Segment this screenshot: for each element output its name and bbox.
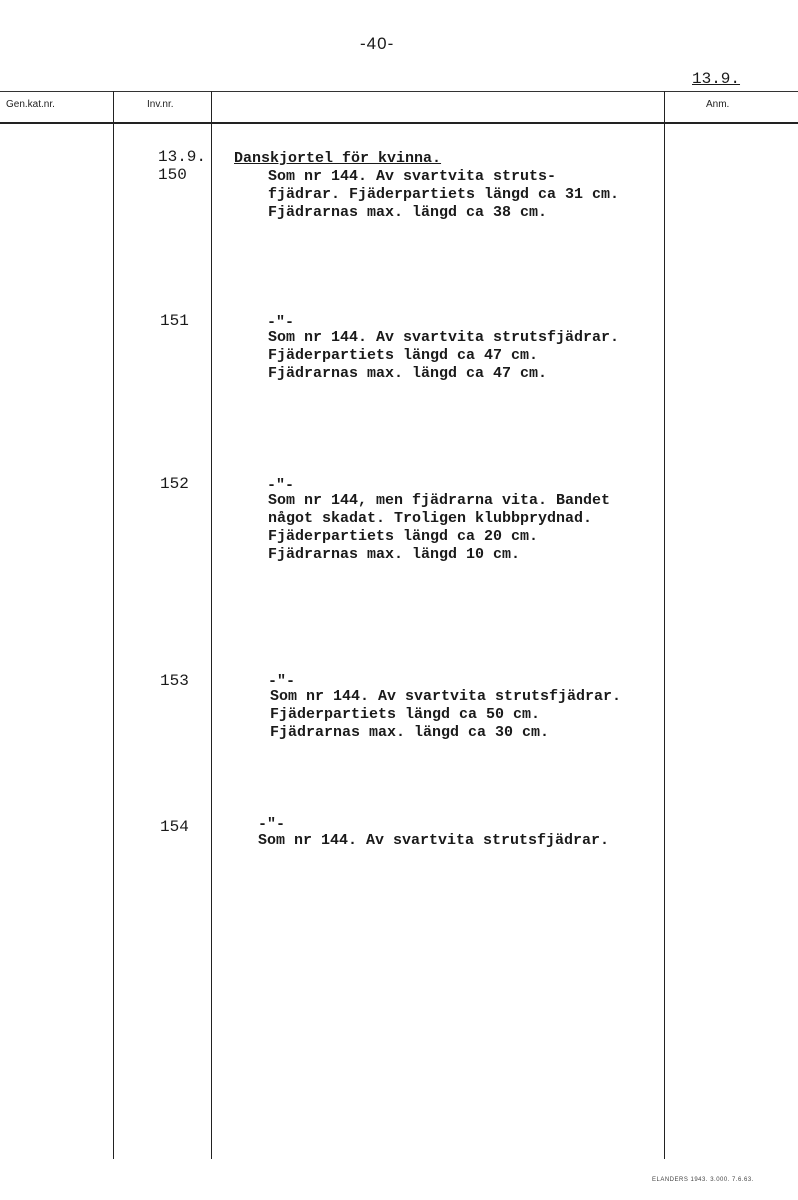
ditto-mark: -"- [267, 314, 295, 331]
inv-number: 154 [160, 818, 189, 836]
entry-line: Fjäderpartiets längd ca 47 cm. [268, 347, 539, 364]
column-header-genkat: Gen.kat.nr. [6, 99, 55, 110]
column-header-anm: Anm. [706, 99, 730, 110]
entry-line: Fjädrarnas max. längd ca 30 cm. [270, 724, 550, 741]
entry-line: Fjäderpartiets längd ca 50 cm. [270, 706, 541, 723]
entry-line: Fjädrarnas max. längd ca 47 cm. [268, 365, 548, 382]
column-divider-genkat [113, 91, 114, 1159]
column-header-inv: Inv.nr. [147, 99, 174, 110]
header-top-rule [0, 91, 798, 92]
entry-line: Som nr 144. Av svartvita struts- [268, 168, 557, 185]
column-divider-anm [664, 91, 665, 1159]
entry-title: Danskjortel för kvinna. [234, 150, 442, 167]
page-number: -40- [360, 34, 395, 53]
ditto-mark: -"- [268, 673, 296, 690]
inv-number: 151 [160, 312, 189, 330]
entry-line: Som nr 144. Av svartvita strutsfjädrar. [268, 329, 620, 346]
ditto-mark: -"- [267, 477, 295, 494]
column-divider-inv [211, 91, 212, 1159]
entry-line: Fjädrarnas max. längd ca 38 cm. [268, 204, 548, 221]
header-bottom-rule [0, 122, 798, 124]
inv-number: 153 [160, 672, 189, 690]
entry-line: Fjäderpartiets längd ca 20 cm. [268, 528, 539, 545]
printer-imprint: ELANDERS 1943. 3.000. 7.6.63. [652, 1177, 754, 1183]
entry-line: Som nr 144, men fjädrarna vita. Bandet [268, 492, 611, 509]
inv-number: 152 [160, 475, 189, 493]
entry-line: något skadat. Troligen klubbprydnad. [268, 510, 593, 527]
entry-line: Som nr 144. Av svartvita strutsfjädrar. [258, 832, 610, 849]
inv-number: 13.9. [158, 148, 207, 166]
entry-line: fjädrar. Fjäderpartiets längd ca 31 cm. [268, 186, 620, 203]
catalog-reference: 13.9. [692, 70, 741, 88]
inv-number: 150 [158, 166, 187, 184]
entry-line: Fjädrarnas max. längd 10 cm. [268, 546, 521, 563]
ditto-mark: -"- [258, 816, 286, 833]
entry-line: Som nr 144. Av svartvita strutsfjädrar. [270, 688, 622, 705]
